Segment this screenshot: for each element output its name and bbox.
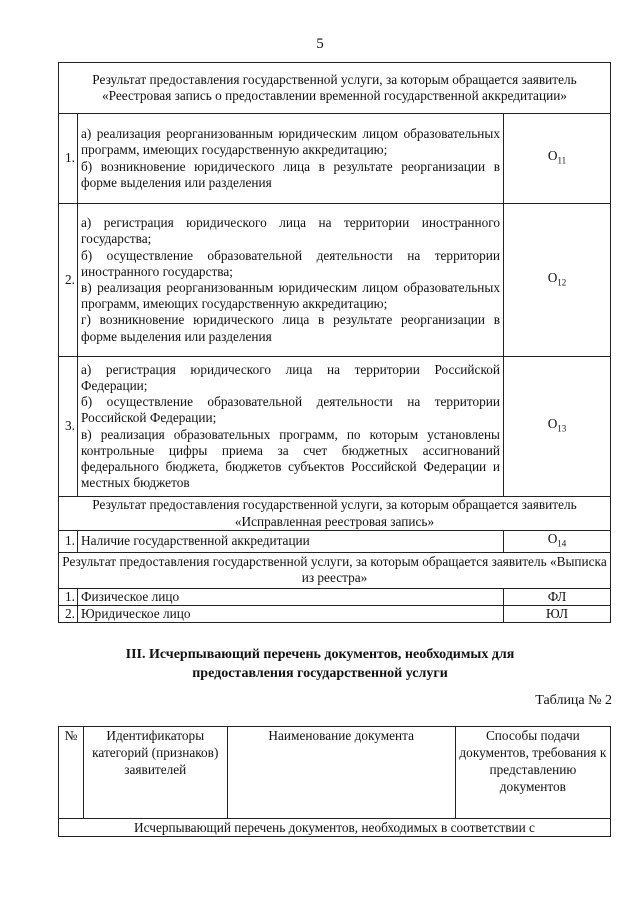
row-code: ФЛ [504,588,611,605]
table-row [59,819,611,837]
col-header-identifiers: Идентификаторы категорий (признаков) заявителей [83,727,227,819]
row-description [78,204,504,357]
row-number: 2. [59,204,78,357]
row-code [504,357,611,497]
section-heading-line: III. Исчерпывающий перечень документов, необходимых для [125,647,515,662]
row-number: 1. [59,588,78,605]
col-header-number: № [59,727,84,819]
condition-line: а) регистрация юридического лица на территории Российской Федерации; [81,361,500,393]
condition-line: в) реализация образовательных программ, по которым установлены контрольные цифры приема за счет бюджетных ассигнований федерального бюджета, бюджетов субъектов Российской Федерации и местных бюджетов [81,426,500,491]
section-heading [0,645,640,683]
table-row [59,114,611,204]
row-code [504,114,611,204]
condition-line: б) осуществление образовательной деятельности на территории иностранного государства; [81,247,500,279]
code-index: 11 [557,155,567,166]
row-description: Юридическое лицо [78,606,504,623]
table-row [59,606,611,623]
table-row [59,588,611,605]
col-header-document-name: Наименование документа [227,727,455,819]
table-row [59,531,611,553]
code-letter: О [547,531,558,546]
section-header-corrected-record: Результат предоставления государственной услуги, за которым обращается заявитель «Исправленная реестровая запись» [59,497,611,531]
row-description [78,114,504,204]
code-index: 14 [557,538,567,549]
col-header-submission-methods: Способы подачи документов, требования к представлению документов [455,727,610,819]
table-row [59,204,611,357]
page-number: 5 [316,36,324,52]
row-code [504,531,611,553]
section-header-temporary-accreditation: Результат предоставления государственной услуги, за которым обращается заявитель «Реестровая запись о предоставлении временной государственной аккредитации» [59,63,611,114]
code-index: 12 [557,277,567,288]
row-code [504,204,611,357]
code-letter: О [547,269,558,285]
condition-line: а) реализация реорганизованным юридическим лицом образовательных программ, имеющих государственную аккредитацию; [81,126,500,158]
documents-table [58,726,611,837]
condition-line: г) возникновение юридического лица в результате реорганизации в форме выделения или разделения [81,312,500,344]
table-row [59,357,611,497]
code-letter: О [547,416,558,432]
section-header-row [59,552,611,588]
section-header-row [59,497,611,531]
row-number: 3. [59,357,78,497]
condition-line: а) регистрация юридического лица на территории иностранного государства; [81,215,500,247]
section-header-registry-extract: Результат предоставления государственной услуги, за которым обращается заявитель «Выписка из реестра» [59,552,611,588]
row-description: Наличие государственной аккредитации [78,531,504,553]
row-description: Физическое лицо [78,588,504,605]
row-number: 1. [59,114,78,204]
documents-list-heading: Исчерпывающий перечень документов, необходимых в соответствии с [59,819,611,837]
row-description [78,357,504,497]
row-number: 2. [59,606,78,623]
row-number: 1. [59,531,78,553]
row-code: ЮЛ [504,606,611,623]
condition-line: б) возникновение юридического лица в результате реорганизации в форме выделения или разделения [81,158,500,190]
condition-line: в) реализация реорганизованным юридическим лицом образовательных программ, имеющих государственную аккредитацию; [81,280,500,312]
results-table [58,62,611,623]
section-header-row [59,63,611,114]
table-label: Таблица № 2 [535,693,612,708]
code-index: 13 [557,423,567,434]
section-heading-line: предоставления государственной услуги [192,666,448,681]
table-header-row [59,727,611,819]
code-letter: О [547,148,558,164]
condition-line: б) осуществление образовательной деятельности на территории Российской Федерации; [81,394,500,426]
